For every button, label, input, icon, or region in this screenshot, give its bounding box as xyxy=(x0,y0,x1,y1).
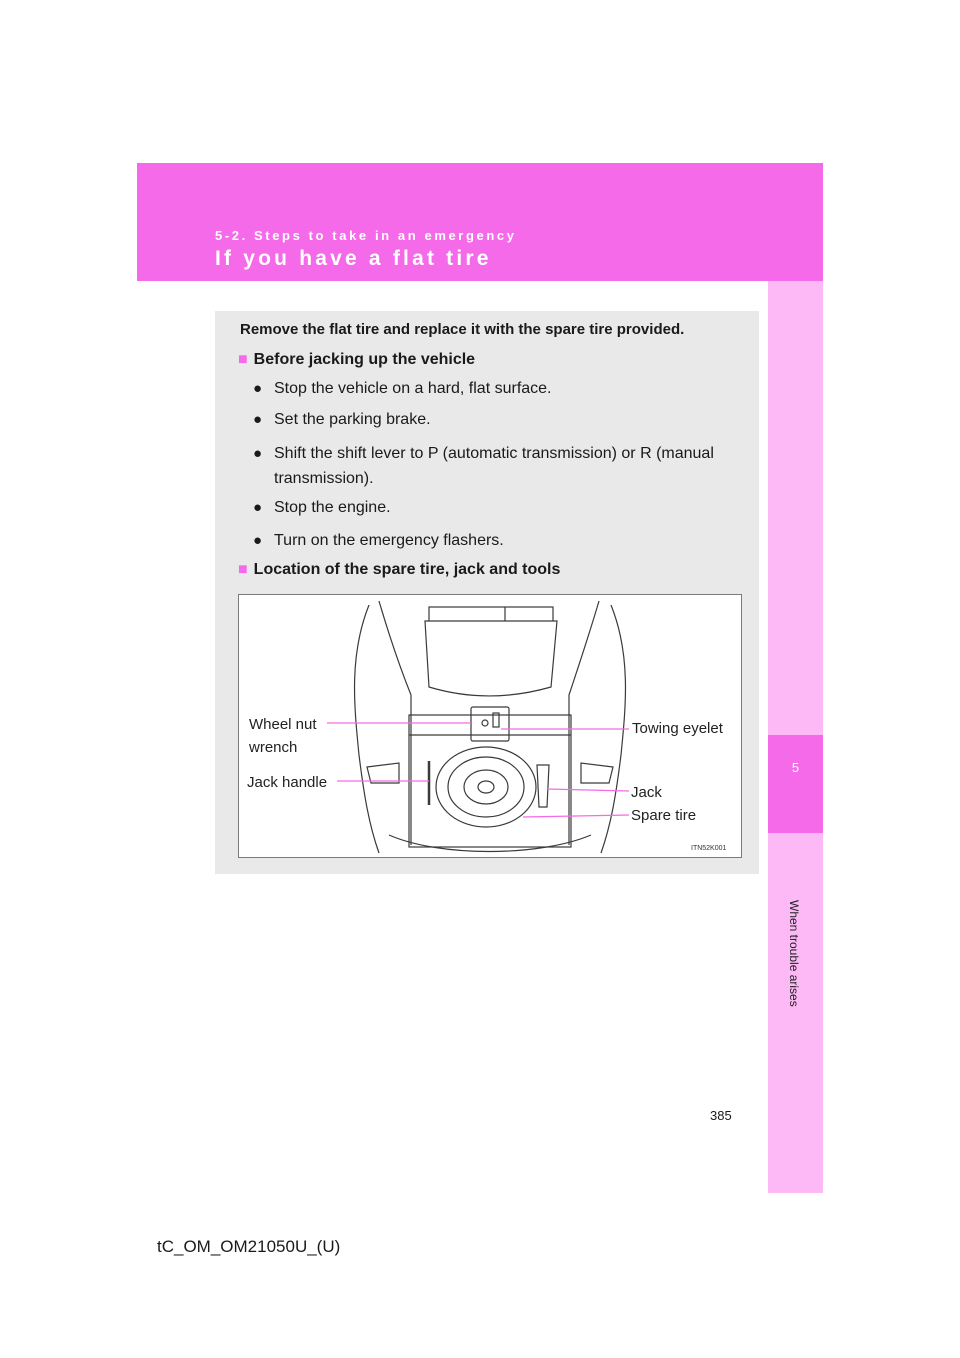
chapter-name-text: When trouble arises xyxy=(787,900,801,1007)
page-number: 385 xyxy=(710,1108,732,1123)
spare-tire-hub xyxy=(478,781,494,793)
intro-text: Remove the flat tire and replace it with the spare tire provided. xyxy=(240,321,685,338)
spare-tire-outer xyxy=(436,747,536,827)
callout-jack: Jack xyxy=(631,784,662,801)
tool-tray xyxy=(471,707,509,741)
bullet-dot-icon: ● xyxy=(253,411,263,428)
bullet-item xyxy=(253,528,764,553)
bullet-text: Set the parking brake. xyxy=(274,411,431,428)
tool-knob xyxy=(482,720,488,726)
spare-tire-rim xyxy=(464,770,508,804)
figure-code: ITN52K001 xyxy=(691,845,727,852)
bullet-dot-icon: ● xyxy=(253,380,263,397)
subheading-location xyxy=(238,561,560,579)
bullet-text: Shift the shift lever to P (automatic transmission) or R (manual transmission). xyxy=(274,445,714,487)
bullet-item xyxy=(253,495,764,520)
spare-tire-mid xyxy=(448,757,524,817)
car-body-right-line xyxy=(569,601,599,845)
chapter-tab[interactable] xyxy=(768,735,823,833)
leader-spare-tire xyxy=(523,815,629,817)
bullet-item xyxy=(253,376,764,401)
car-fender-left xyxy=(355,605,379,853)
tail-light-right xyxy=(581,763,613,783)
bumper xyxy=(389,835,591,852)
callout-text: Wheel nut xyxy=(249,716,317,733)
chapter-number: 5 xyxy=(791,760,800,775)
bullet-text: Stop the engine. xyxy=(274,499,391,516)
bullet-item xyxy=(253,407,764,432)
jack-shape xyxy=(537,765,549,807)
tail-light-left xyxy=(367,763,399,783)
document-code: tC_OM_OM21050U_(U) xyxy=(157,1237,341,1256)
callout-towing-eyelet: Towing eyelet xyxy=(632,720,723,737)
chapter-name xyxy=(787,900,807,1007)
subheading-text: Before jacking up the vehicle xyxy=(253,351,476,368)
bullet-dot-icon: ● xyxy=(253,445,263,462)
bullet-text: Turn on the emergency flashers. xyxy=(274,532,504,549)
square-bullet-icon: ■ xyxy=(238,351,248,368)
bullet-dot-icon: ● xyxy=(253,532,263,549)
section-label: 5-2. Steps to take in an emergency xyxy=(215,228,517,243)
callout-spare-tire: Spare tire xyxy=(631,807,697,824)
hatch-lid xyxy=(425,621,557,696)
callout-wheel-nut-wrench xyxy=(249,713,317,759)
subheading-text: Location of the spare tire, jack and tools xyxy=(253,561,561,578)
bullet-text: Stop the vehicle on a hard, flat surface. xyxy=(274,380,552,397)
page-title: If you have a flat tire xyxy=(215,247,492,270)
bullet-item xyxy=(253,441,764,491)
callout-text: wrench xyxy=(249,739,298,756)
square-bullet-icon: ■ xyxy=(238,561,248,578)
subheading-before-jacking xyxy=(238,351,475,369)
callout-jack-handle: Jack handle xyxy=(247,774,328,791)
bullet-dot-icon: ● xyxy=(253,499,263,516)
